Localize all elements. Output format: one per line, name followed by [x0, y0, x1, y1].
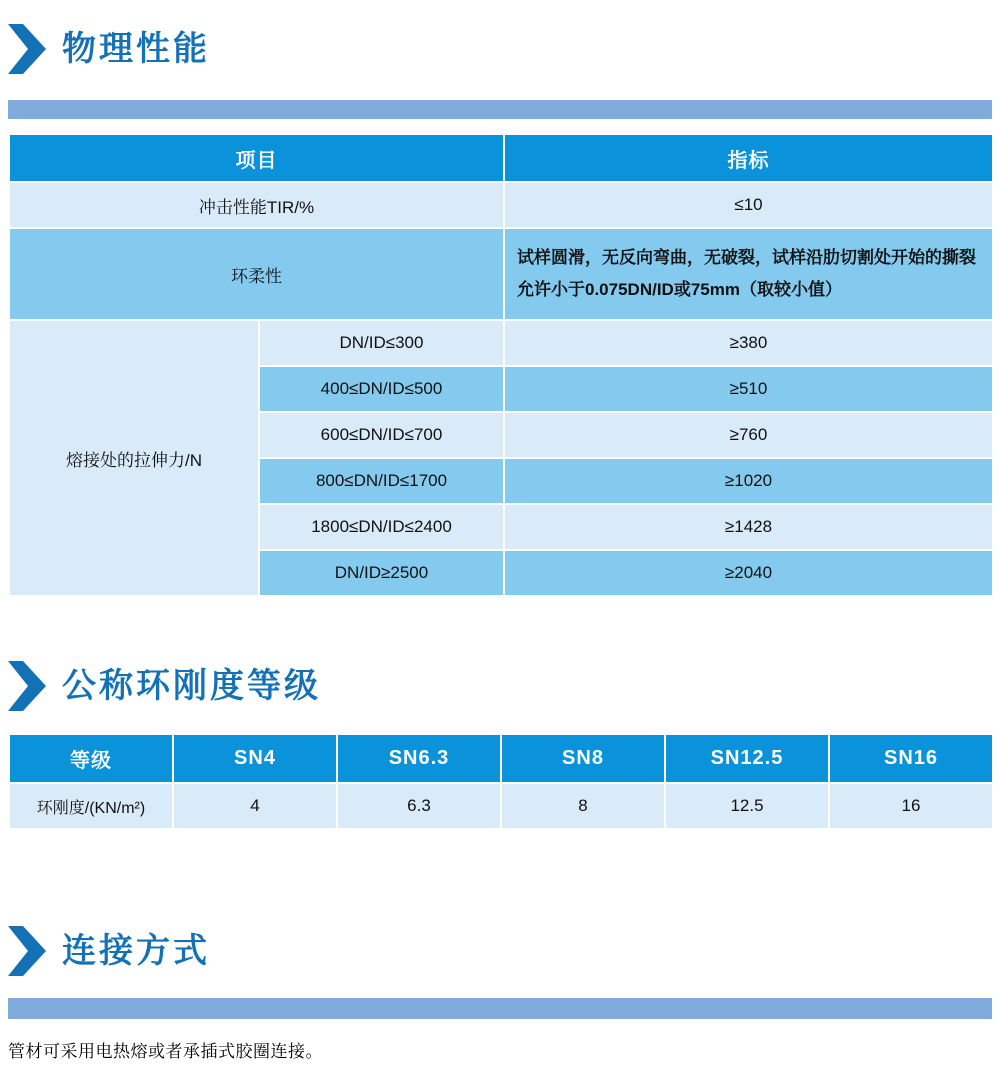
table-row — [9, 320, 993, 366]
ring-stiffness-table — [8, 733, 994, 830]
range-cell: DN/ID≤300 — [259, 320, 504, 366]
value-cell: 12.5 — [665, 783, 829, 829]
item-cell: 冲击性能TIR/% — [9, 182, 504, 228]
range-cell: 600≤DN/ID≤700 — [259, 412, 504, 458]
section-header-stiffness — [8, 661, 992, 711]
column-header-sn12-5: SN12.5 — [665, 734, 829, 783]
column-header-sn8: SN8 — [501, 734, 665, 783]
value-cell: ≥380 — [504, 320, 993, 366]
chevron-right-icon — [8, 926, 46, 976]
value-cell: 试样圆滑，无反向弯曲，无破裂，试样沿肋切割处开始的撕裂允许小于0.075DN/ID或75mm（取较小值） — [504, 228, 993, 320]
value-cell: 8 — [501, 783, 665, 829]
table-row — [9, 228, 993, 320]
column-header-index: 指标 — [504, 134, 993, 182]
item-cell: 环柔性 — [9, 228, 504, 320]
column-header-sn16: SN16 — [829, 734, 993, 783]
merged-group-label-cell: 熔接处的拉伸力/N — [9, 320, 259, 596]
connection-note-text: 管材可采用电热熔或者承插式胶圈连接。 — [8, 1042, 323, 1061]
chevron-right-icon — [8, 661, 46, 711]
value-cell: ≤10 — [504, 182, 993, 228]
row-label-cell: 环刚度/(KN/m²) — [9, 783, 173, 829]
value-cell: 6.3 — [337, 783, 501, 829]
physical-properties-table — [8, 133, 994, 597]
column-header-grade: 等级 — [9, 734, 173, 783]
section-header-physical — [8, 0, 992, 74]
section-title-physical: 物理性能 — [62, 30, 210, 68]
value-cell: ≥510 — [504, 366, 993, 412]
divider-bar — [8, 100, 992, 119]
value-cell: ≥2040 — [504, 550, 993, 596]
value-cell: 16 — [829, 783, 993, 829]
range-cell: 800≤DN/ID≤1700 — [259, 458, 504, 504]
section-title-connection: 连接方式 — [62, 932, 210, 970]
range-cell: 400≤DN/ID≤500 — [259, 366, 504, 412]
value-cell: ≥1020 — [504, 458, 993, 504]
section-header-connection — [8, 926, 992, 976]
value-cell: ≥1428 — [504, 504, 993, 550]
chevron-right-icon — [8, 24, 46, 74]
table-row — [9, 182, 993, 228]
section-title-stiffness: 公称环刚度等级 — [62, 667, 321, 705]
column-header-sn6-3: SN6.3 — [337, 734, 501, 783]
range-cell: 1800≤DN/ID≤2400 — [259, 504, 504, 550]
range-cell: DN/ID≥2500 — [259, 550, 504, 596]
value-cell: ≥760 — [504, 412, 993, 458]
column-header-item: 项目 — [9, 134, 504, 182]
divider-bar — [8, 998, 992, 1019]
column-header-sn4: SN4 — [173, 734, 337, 783]
value-cell: 4 — [173, 783, 337, 829]
table-row — [9, 783, 993, 829]
